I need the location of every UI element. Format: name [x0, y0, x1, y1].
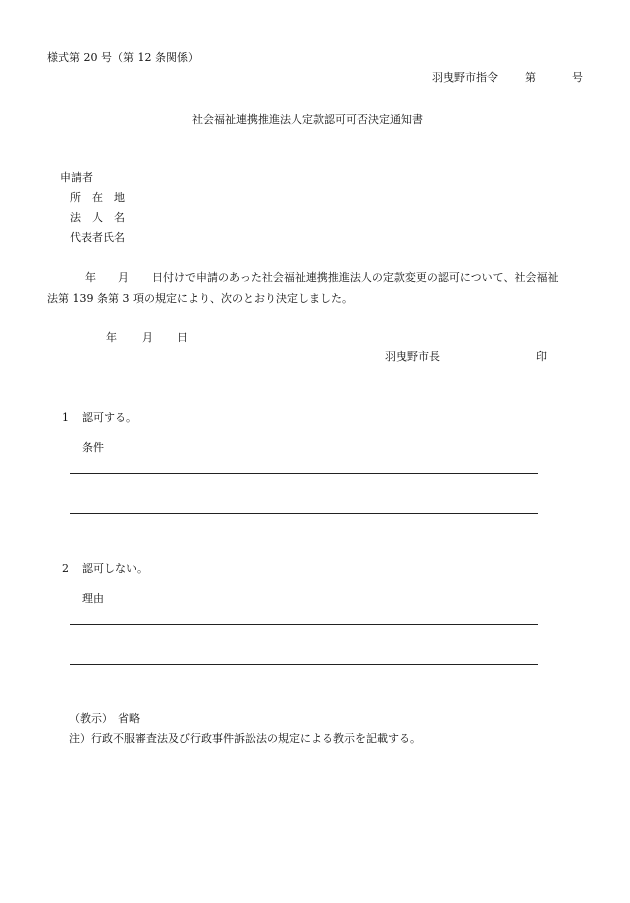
instruction-label: （教示）	[69, 712, 113, 725]
instruction-text: 省略	[118, 712, 140, 725]
conditions-line-1	[70, 473, 538, 474]
reference-prefix: 羽曳野市指令	[432, 71, 498, 84]
issuer-name: 羽曳野市長	[385, 350, 440, 363]
date-day: 日	[177, 331, 188, 344]
address-label: 所 在 地	[70, 191, 125, 204]
reference-go: 号	[572, 71, 583, 84]
reason-line-1	[70, 624, 538, 625]
decision-1-text: 認可する。	[82, 411, 137, 424]
document-title: 社会福祉連携推進法人定款認可可否決定通知書	[192, 113, 423, 126]
applicant-heading: 申請者	[60, 171, 93, 184]
body-month: 月	[118, 271, 129, 284]
decision-2-text: 認可しない。	[82, 562, 148, 575]
date-month: 月	[142, 331, 153, 344]
seal-mark: 印	[536, 350, 547, 363]
form-number: 様式第 20 号（第 12 条関係）	[47, 51, 199, 64]
body-line-1: 日付けで申請のあった社会福祉連携推進法人の定款変更の認可について、社会福祉	[152, 271, 559, 284]
reason-line-2	[70, 664, 538, 665]
conditions-line-2	[70, 513, 538, 514]
reference-dai: 第	[525, 71, 536, 84]
footnote: 注）行政不服審査法及び行政事件訴訟法の規定による教示を記載する。	[69, 732, 421, 745]
decision-1-number: 1	[62, 411, 69, 424]
reason-label: 理由	[82, 592, 104, 605]
conditions-label: 条件	[82, 441, 104, 454]
body-line-2: 法第 139 条第 3 項の規定により、次のとおり決定しました。	[47, 292, 353, 305]
body-year: 年	[85, 271, 96, 284]
corporation-name-label: 法 人 名	[70, 211, 125, 224]
date-year: 年	[106, 331, 117, 344]
representative-label: 代表者氏名	[70, 231, 125, 244]
decision-2-number: 2	[62, 562, 69, 575]
